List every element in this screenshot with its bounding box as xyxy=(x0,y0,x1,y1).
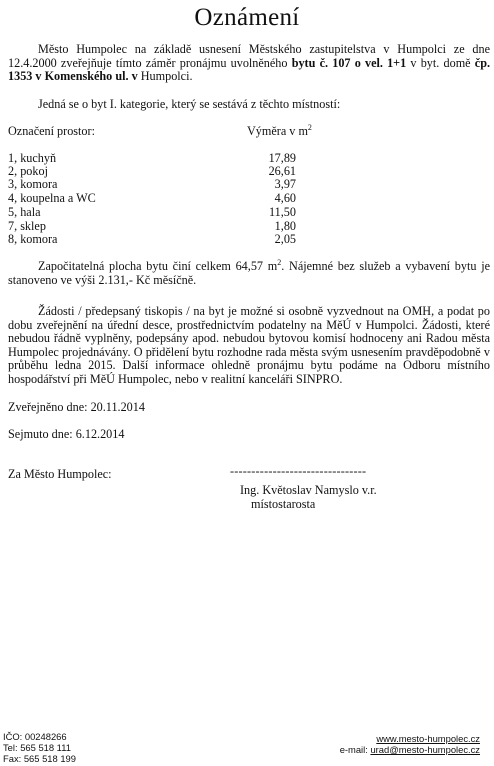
footer-email xyxy=(340,744,480,755)
table-header-value-text: Výměra v m xyxy=(247,124,308,138)
footer-phone: Tel: 565 518 111 xyxy=(3,742,71,753)
requests-paragraph: Žádosti / předepsaný tiskopis / na byt je možné si osobně vyzvednout na OMH, a podat po dobu zveřejnění na úřední desce, prostřednictvím podatelny na MěÚ v Humpolci. Žádosti, které nebudou řádně vyplněny, podepsány apod. nebudou bytovou komisí hodnoceny ani Radou města Humpolec projednávány. O přidělení bytu rozhodne rada města svým usnesením pravděpodobně v průběhu ledna 2015. Další informace ohledně pronájmu bytu podáme na Odboru místního hospodářství při MěÚ Humpolec, nebo v realitní kanceláři SINPRO. xyxy=(8,304,490,386)
intro-address: čp. 1353 v Komenského ul. v xyxy=(8,55,491,84)
table-header-label: Označení prostor: xyxy=(8,124,95,138)
signature-line: -------------------------------- xyxy=(230,464,367,478)
signature-for-label: Za Město Humpolec: xyxy=(8,467,112,481)
room-label: 5, hala xyxy=(8,205,41,219)
room-value: 4,60 xyxy=(274,191,296,205)
intro-apartment: bytu č. 107 o vel. 1+1 xyxy=(291,55,407,70)
footer-email-link[interactable]: urad@mesto-humpolec.cz xyxy=(370,744,480,755)
footer-email-label: e-mail: xyxy=(339,744,371,755)
category-line: Jedná se o byt I. kategorie, který se sestává z těchto místností: xyxy=(38,97,341,111)
footer-fax: Fax: 565 518 199 xyxy=(3,753,76,764)
room-value: 2,05 xyxy=(274,232,296,246)
footer-website-link[interactable]: www.mesto-humpolec.cz xyxy=(376,733,480,744)
intro-text-1: Město Humpolec na základě usnesení Městského zastupitelstva v Humpolci ze dne 12.4.2000 zveřejňuje tímto záměr pronájmu uvolněného xyxy=(8,42,490,70)
room-value: 17,89 xyxy=(268,151,296,165)
intro-text-2: v byt. domě xyxy=(406,55,475,70)
table-header-sup: 2 xyxy=(307,122,312,132)
area-text-2: . Nájemné bez služeb a vybavení bytu je stanoveno ve výši 2.131,- Kč měsíčně. xyxy=(8,259,490,287)
intro-text-3: Humpolci. xyxy=(137,69,193,84)
room-label: 7, sklep xyxy=(8,219,46,233)
room-label: 3, komora xyxy=(8,177,58,191)
document-title: Oznámení xyxy=(194,4,300,31)
area-text-1: Započitatelná plocha bytu činí celkem 64,57 m xyxy=(38,259,278,273)
room-value: 3,97 xyxy=(274,177,296,191)
room-value: 11,50 xyxy=(269,205,296,219)
room-label: 1, kuchyň xyxy=(8,151,57,165)
room-value: 26,61 xyxy=(268,164,296,178)
signatory-role: místostarosta xyxy=(251,497,316,511)
room-label: 8, komora xyxy=(8,232,58,246)
removed-date: Sejmuto dne: 6.12.2014 xyxy=(8,427,125,441)
room-label: 2, pokoj xyxy=(8,164,48,178)
footer-ico: IČO: 00248266 xyxy=(3,731,67,742)
area-paragraph xyxy=(8,257,490,287)
area-sup: 2 xyxy=(277,257,282,267)
signatory-name: Ing. Květoslav Namyslo v.r. xyxy=(240,483,377,497)
published-date: Zveřejněno dne: 20.11.2014 xyxy=(8,400,145,414)
table-header-value xyxy=(247,122,312,139)
room-value: 1,80 xyxy=(274,219,296,233)
room-label: 4, koupelna a WC xyxy=(8,191,96,205)
intro-paragraph xyxy=(8,43,490,84)
